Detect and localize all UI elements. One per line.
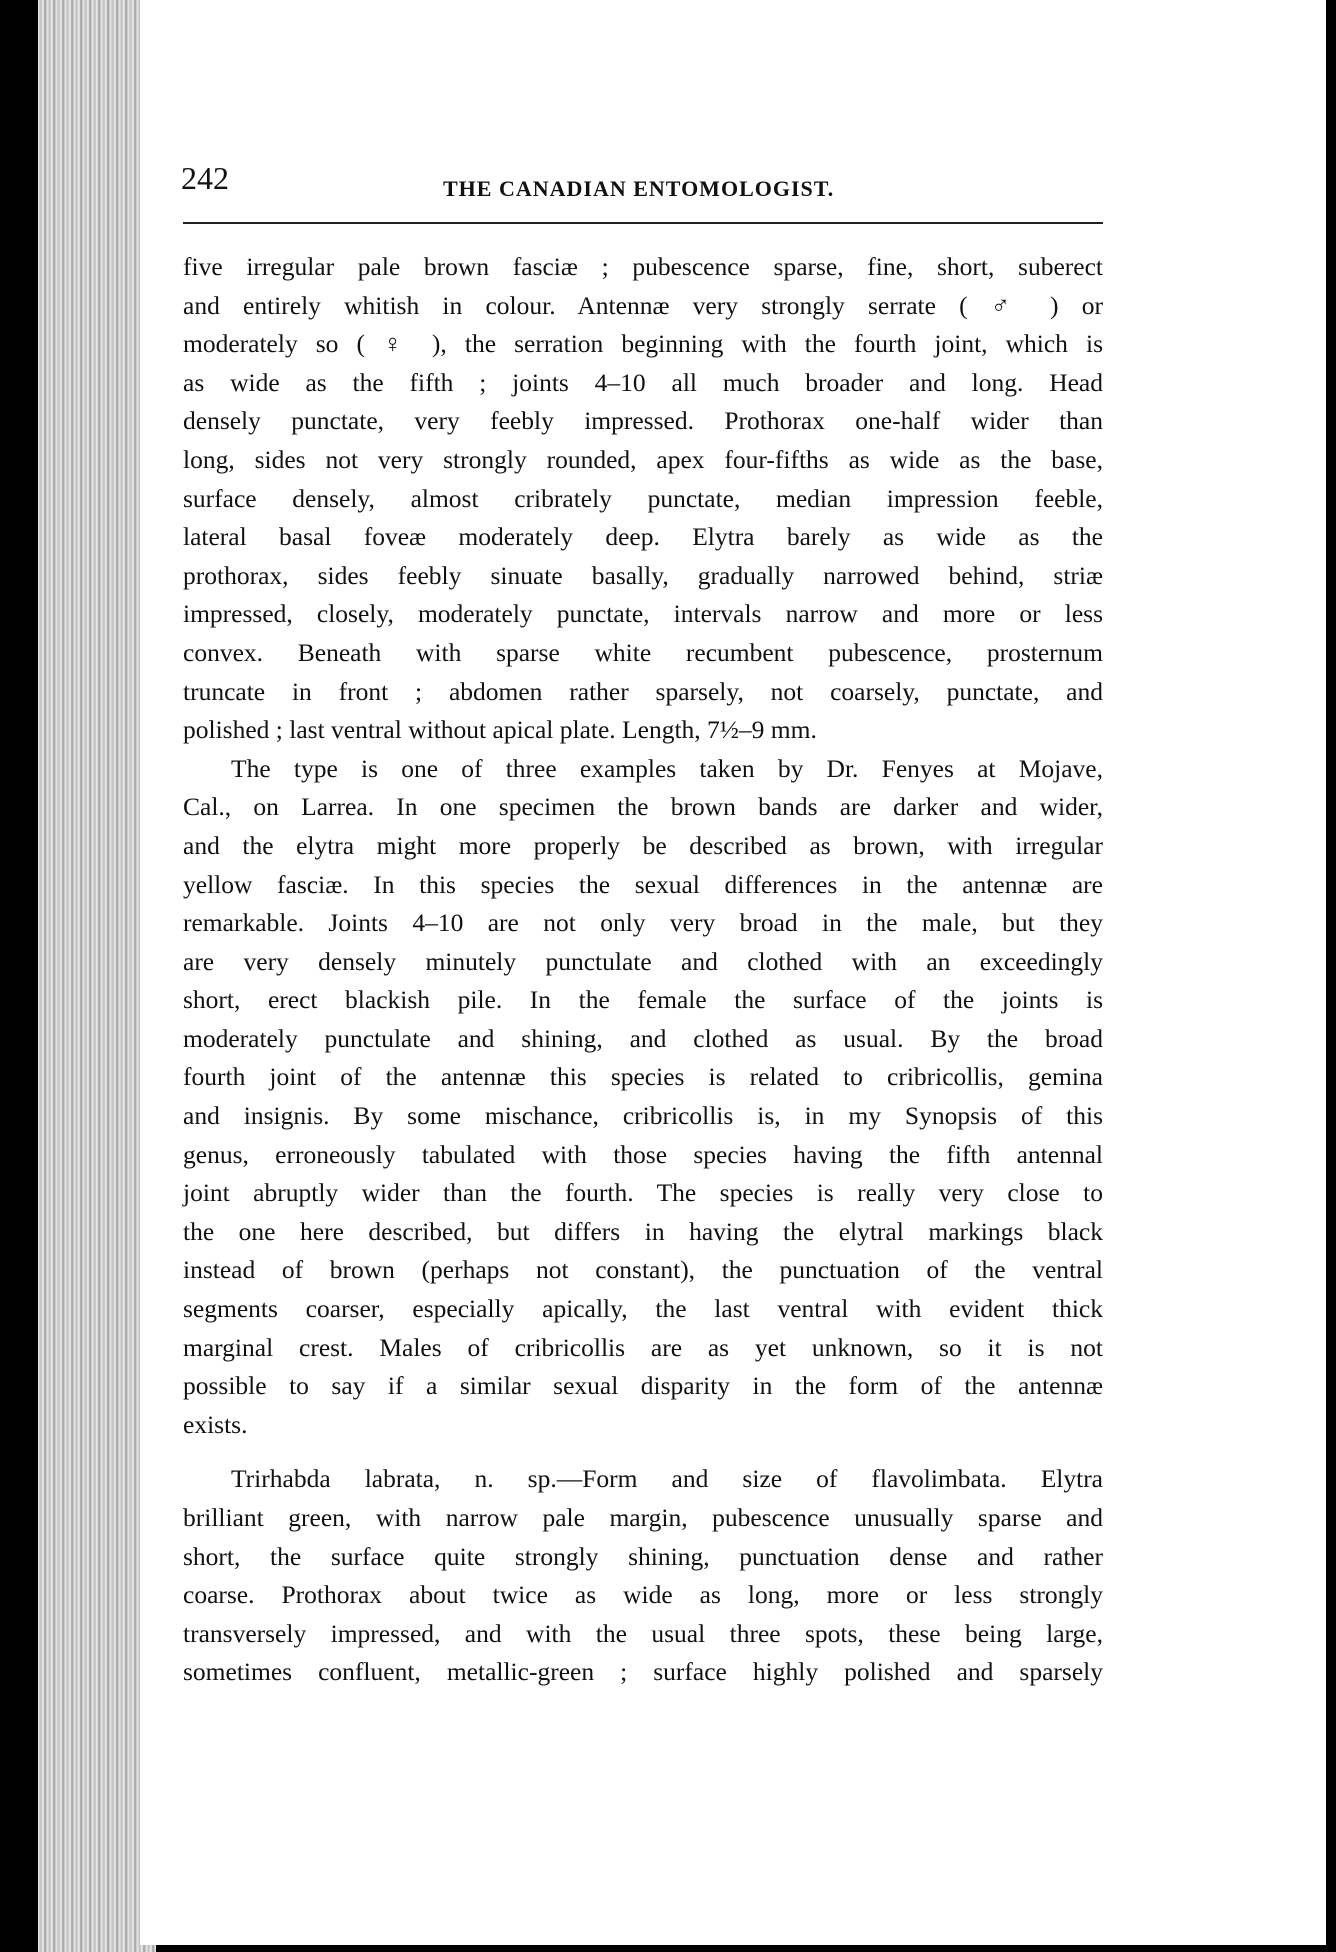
text-line: Trirhabda labrata, n. sp.—Form and size of flavolimbata. Elytra [231,1464,1103,1494]
text-line: remarkable. Joints 4–10 are not only very broad in the male, but they [183,908,1103,938]
text-line: the one here described, but differs in having the elytral markings black [183,1216,1103,1246]
page-number: 242 [181,160,229,196]
text-line: lateral basal foveæ moderately deep. Elytra barely as wide as the [183,522,1103,552]
page-header [181,160,1041,200]
book-page-edges [38,0,156,1952]
text-line: impressed, closely, moderately punctate, intervals narrow and more or less [183,599,1103,629]
text-line: marginal crest. Males of cribricollis are as yet unknown, so it is not [183,1332,1103,1362]
text-line: prothorax, sides feebly sinuate basally, gradually narrowed behind, striæ [183,560,1103,590]
text-line: densely punctate, very feebly impressed. Prothorax one-half wider than [183,406,1103,436]
text-line: and the elytra might more properly be described as brown, with irregular [183,830,1103,860]
text-line: and entirely whitish in colour. Antennæ very strongly serrate ( ♂ ) or [183,290,1103,320]
text-line: exists. [183,1409,248,1439]
text-line: joint abruptly wider than the fourth. The species is really very close to [183,1178,1103,1208]
text-line: genus, erroneously tabulated with those species having the fifth antennal [183,1139,1103,1169]
text-line: transversely impressed, and with the usual three spots, these being large, [183,1618,1103,1648]
body-text [183,248,1103,1692]
text-line: Cal., on Larrea. In one specimen the brown bands are darker and wider, [183,792,1103,822]
text-line: truncate in front ; abdomen rather sparsely, not coarsely, punctate, and [183,676,1103,706]
text-line: possible to say if a similar sexual disparity in the form of the antennæ [183,1371,1103,1401]
text-line: surface densely, almost cribrately punctate, median impression feeble, [183,483,1103,513]
header-rule [183,222,1103,224]
text-line: moderately punctulate and shining, and clothed as usual. By the broad [183,1023,1103,1053]
text-line: coarse. Prothorax about twice as wide as long, more or less strongly [183,1580,1103,1610]
running-title: THE CANADIAN ENTOMOLOGIST. [443,176,835,201]
paragraph [183,1460,1103,1692]
text-line: as wide as the fifth ; joints 4–10 all much broader and long. Head [183,367,1103,397]
text-line: are very densely minutely punctulate and clothed with an exceedingly [183,946,1103,976]
text-line: yellow fasciæ. In this species the sexual differences in the antennæ are [183,869,1103,899]
text-line: segments coarser, especially apically, the last ventral with evident thick [183,1294,1103,1324]
text-line: instead of brown (perhaps not constant), the punctuation of the ventral [183,1255,1103,1285]
text-line: and insignis. By some mischance, cribricollis is, in my Synopsis of this [183,1101,1103,1131]
text-line: short, erect blackish pile. In the female the surface of the joints is [183,985,1103,1015]
text-line: sometimes confluent, metallic-green ; surface highly polished and sparsely [183,1657,1103,1687]
text-line: polished ; last ventral without apical plate. Length, 7½–9 mm. [183,715,817,745]
text-line: brilliant green, with narrow pale margin, pubescence unusually sparse and [183,1503,1103,1532]
paragraph [183,750,1103,1445]
text-line: moderately so ( ♀ ), the serration beginning with the fourth joint, which is [183,329,1103,359]
text-line: convex. Beneath with sparse white recumbent pubescence, prosternum [183,637,1103,667]
paragraph [183,248,1103,750]
text-line: long, sides not very strongly rounded, apex four-fifths as wide as the base, [183,444,1103,474]
scan-border [1326,0,1336,1952]
text-line: five irregular pale brown fasciæ ; pubescence sparse, fine, short, suberect [183,252,1103,281]
text-line: fourth joint of the antennæ this species is related to cribricollis, gemina [183,1062,1103,1092]
text-line: The type is one of three examples taken by Dr. Fenyes at Mojave, [231,753,1103,783]
text-line: short, the surface quite strongly shining, punctuation dense and rather [183,1541,1103,1571]
